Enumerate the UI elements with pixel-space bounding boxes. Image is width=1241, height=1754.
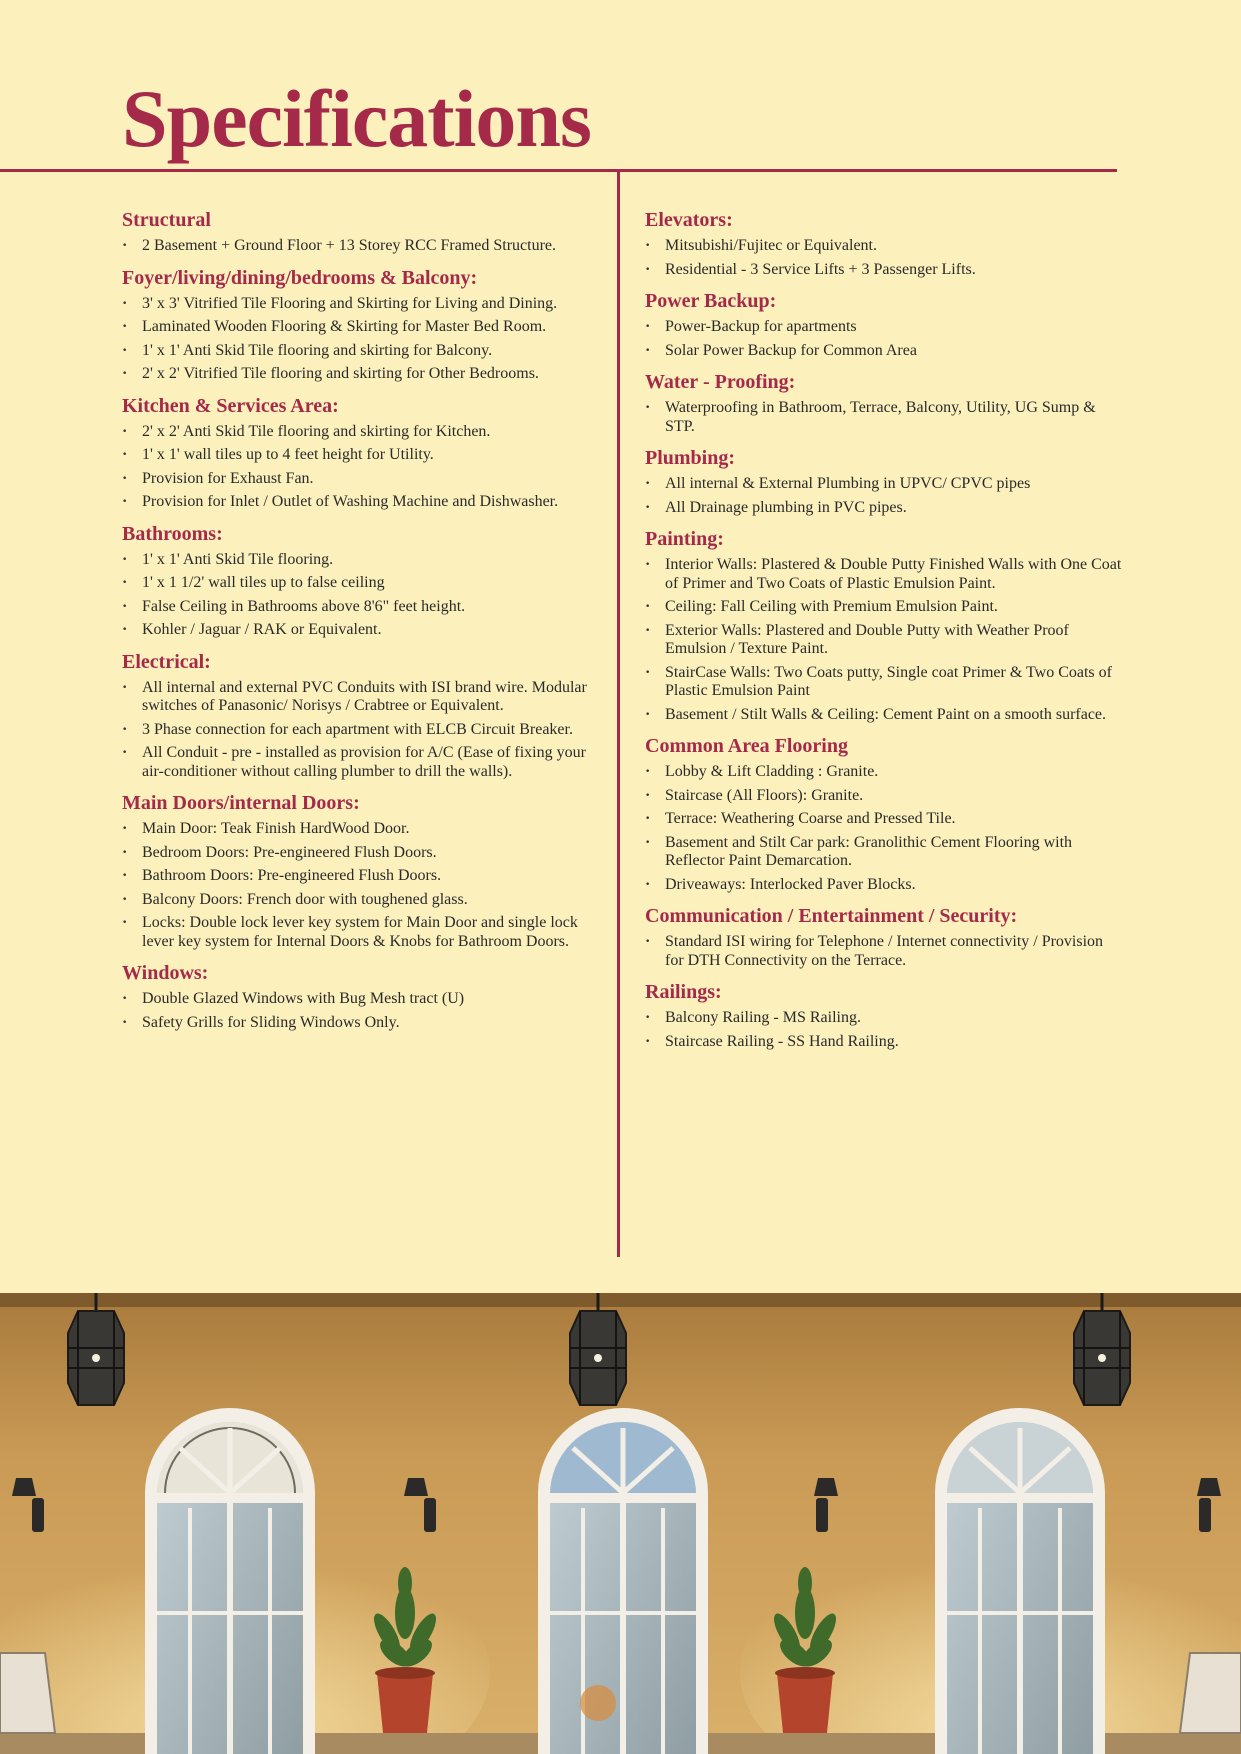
spec-list (645, 475, 1125, 517)
spec-list (645, 556, 1125, 724)
spec-item: · 2' x 2' Vitrified Tile flooring and skirting for Other Bedrooms. (122, 365, 608, 384)
spec-list (122, 679, 608, 782)
section-elevators (645, 210, 1125, 279)
spec-item: · Basement / Stilt Walls & Ceiling: Cement Paint on a smooth surface. (645, 706, 1125, 725)
spec-item: · 2' x 2' Anti Skid Tile flooring and skirting for Kitchen. (122, 423, 608, 442)
spec-item: · Balcony Railing - MS Railing. (645, 1009, 1125, 1028)
spec-list (122, 551, 608, 640)
spec-item: · StairCase Walls: Two Coats putty, Single coat Primer & Two Coats of Plastic Emulsion Paint (645, 664, 1125, 701)
spec-item: · Mitsubishi/Fujitec or Equivalent. (645, 237, 1125, 256)
section-foyer-living-dining-bedrooms-balcony (122, 268, 608, 384)
section-title: Main Doors/internal Doors: (122, 792, 360, 814)
page-title: Specifications (122, 73, 591, 164)
spec-item: · Laminated Wooden Flooring & Skirting for Master Bed Room. (122, 318, 608, 337)
section-bathrooms (122, 524, 608, 640)
spec-item: · Terrace: Weathering Coarse and Pressed Tile. (645, 810, 1125, 829)
title-rule (0, 169, 1117, 172)
section-title: Electrical: (122, 650, 211, 673)
spec-item: · Interior Walls: Plastered & Double Putty Finished Walls with One Coat of Primer and Two Coats of Plastic Emulsion Paint. (645, 556, 1125, 593)
section-communication-entertainment-security (645, 906, 1125, 970)
spec-item: · Main Door: Teak Finish HardWood Door. (122, 820, 608, 839)
spec-item: · Solar Power Backup for Common Area (645, 342, 1125, 361)
spec-item: · Safety Grills for Sliding Windows Only. (122, 1014, 608, 1033)
spec-item: · All internal & External Plumbing in UPVC/ CPVC pipes (645, 475, 1125, 494)
spec-item: · 1' x 1' wall tiles up to 4 feet height for Utility. (122, 446, 608, 465)
spec-item: · Provision for Exhaust Fan. (122, 470, 608, 489)
spec-item: · Staircase Railing - SS Hand Railing. (645, 1033, 1125, 1052)
right-column (645, 210, 1125, 1063)
spec-item: · All internal and external PVC Conduits with ISI brand wire. Modular switches of Panasonic/ Norisys / Crabtree or Equivalent. (122, 679, 608, 716)
section-title: Power Backup: (645, 290, 777, 312)
spec-item: · All Drainage plumbing in PVC pipes. (645, 499, 1125, 518)
section-water-proofing (645, 372, 1125, 436)
spec-item: · Locks: Double lock lever key system for Main Door and single lock lever key system for Internal Doors & Knobs for Bathroom Doors. (122, 914, 608, 951)
section-title: Common Area Flooring (645, 735, 848, 757)
spec-item: · 1' x 1 1/2' wall tiles up to false ceiling (122, 574, 608, 593)
section-title: Bathrooms: (122, 522, 223, 545)
section-title: Foyer/living/dining/bedrooms & Balcony: (122, 266, 478, 289)
spec-item: · Residential - 3 Service Lifts + 3 Passenger Lifts. (645, 261, 1125, 280)
spec-item: · Staircase (All Floors): Granite. (645, 787, 1125, 806)
arched-door (935, 1408, 1105, 1754)
spec-item: · Ceiling: Fall Ceiling with Premium Emulsion Paint. (645, 598, 1125, 617)
column-divider (617, 172, 620, 1257)
spec-item: · Power-Backup for apartments (645, 318, 1125, 337)
spec-list (122, 820, 608, 951)
arched-door (538, 1408, 708, 1754)
spec-item: · Basement and Stilt Car park: Granolithic Cement Flooring with Reflector Paint Demarcation. (645, 834, 1125, 871)
spec-item: · Kohler / Jaguar / RAK or Equivalent. (122, 621, 608, 640)
spec-item: · Driveaways: Interlocked Paver Blocks. (645, 876, 1125, 895)
spec-item: · Bedroom Doors: Pre-engineered Flush Doors. (122, 844, 608, 863)
spec-list (122, 295, 608, 384)
section-windows (122, 963, 608, 1032)
spec-list (122, 237, 608, 256)
section-structural (122, 210, 608, 256)
spec-item: · Lobby & Lift Cladding : Granite. (645, 763, 1125, 782)
spec-item: · 3' x 3' Vitrified Tile Flooring and Skirting for Living and Dining. (122, 295, 608, 314)
spec-item: · Standard ISI wiring for Telephone / Internet connectivity / Provision for DTH Connectivity on the Terrace. (645, 933, 1125, 970)
spec-item: · False Ceiling in Bathrooms above 8'6" feet height. (122, 598, 608, 617)
section-main-doors-internal-doors (122, 793, 608, 951)
section-title: Railings: (645, 981, 722, 1003)
spec-list (645, 763, 1125, 894)
arched-door (145, 1408, 315, 1754)
spec-item: · 2 Basement + Ground Floor + 13 Storey RCC Framed Structure. (122, 237, 608, 256)
spec-item: · 1' x 1' Anti Skid Tile flooring. (122, 551, 608, 570)
spec-list (122, 423, 608, 512)
section-plumbing (645, 448, 1125, 517)
section-title: Painting: (645, 528, 724, 550)
section-title: Structural (122, 209, 211, 231)
spec-list (645, 1009, 1125, 1051)
spec-item: · Waterproofing in Bathroom, Terrace, Balcony, Utility, UG Sump & STP. (645, 399, 1125, 436)
spec-item: · Bathroom Doors: Pre-engineered Flush Doors. (122, 867, 608, 886)
spec-item: · All Conduit - pre - installed as provision for A/C (Ease of fixing your air-conditioner without calling plumber to drill the walls). (122, 744, 608, 781)
facade-photo (0, 1293, 1241, 1754)
spec-item: · Provision for Inlet / Outlet of Washing Machine and Dishwasher. (122, 493, 608, 512)
section-title: Kitchen & Services Area: (122, 394, 339, 417)
spec-item: · Double Glazed Windows with Bug Mesh tract (U) (122, 990, 608, 1009)
spec-list (645, 933, 1125, 970)
section-title: Water - Proofing: (645, 371, 796, 393)
spec-item: · Balcony Doors: French door with toughened glass. (122, 891, 608, 910)
section-title: Elevators: (645, 209, 733, 231)
section-railings (645, 982, 1125, 1051)
spec-item: · 3 Phase connection for each apartment with ELCB Circuit Breaker. (122, 721, 608, 740)
section-title: Communication / Entertainment / Security: (645, 905, 1018, 927)
spec-list (645, 237, 1125, 279)
section-electrical (122, 652, 608, 782)
left-column (122, 210, 608, 1044)
section-title: Windows: (122, 962, 209, 984)
section-painting (645, 529, 1125, 724)
spec-list (122, 990, 608, 1032)
spec-item: · Exterior Walls: Plastered and Double Putty with Weather Proof Emulsion / Texture Paint. (645, 622, 1125, 659)
spec-item: · 1' x 1' Anti Skid Tile flooring and skirting for Balcony. (122, 342, 608, 361)
section-common-area-flooring (645, 736, 1125, 894)
chair (0, 1653, 55, 1733)
chair (1180, 1653, 1241, 1733)
spec-list (645, 399, 1125, 436)
section-power-backup (645, 291, 1125, 360)
section-title: Plumbing: (645, 447, 736, 469)
spec-list (645, 318, 1125, 360)
section-kitchen-services-area (122, 396, 608, 512)
